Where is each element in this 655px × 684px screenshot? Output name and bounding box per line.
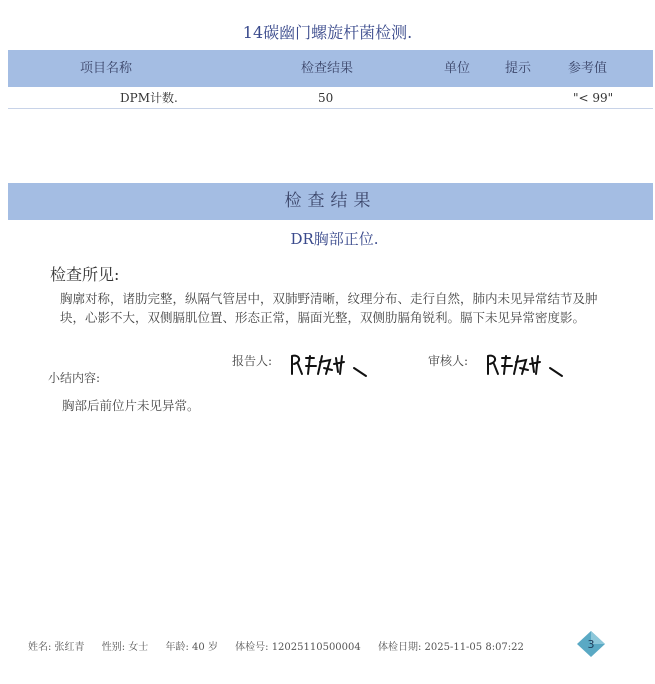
footer	[28, 638, 538, 653]
conclusion-text: 胸部后前位片未见异常。	[62, 398, 200, 413]
col-result: 检查结果	[301, 61, 354, 76]
row-item-name: DPM计数.	[120, 91, 178, 105]
footer-exam-date: 体检日期: 2025-11-05 8:07:22	[377, 642, 524, 653]
row-result: 50	[318, 91, 334, 105]
reporter-signature	[288, 352, 374, 378]
footer-name: 姓名: 张红青	[28, 642, 85, 653]
section-banner: 检查结果	[8, 183, 653, 220]
col-unit: 单位	[444, 61, 471, 76]
exam-title: DR胸部正位.	[290, 230, 379, 248]
col-item-name: 项目名称	[80, 61, 133, 76]
reviewer-signature	[484, 352, 570, 378]
page-number-badge	[576, 630, 606, 658]
findings-label: 检查所见:	[50, 265, 120, 284]
col-hint: 提示	[505, 61, 532, 76]
conclusion-label: 小结内容:	[48, 371, 101, 385]
findings-text: 胸廓对称，诸肋完整，纵隔气管居中，双肺野清晰，纹理分布、走行自然，肺内未见异常结节及肿块，心影不大，双侧膈肌位置、形态正常，膈面光整，双侧肋膈角锐利。膈下未见异常密度影。	[60, 291, 598, 325]
page-number: 3	[587, 638, 595, 651]
row-reference: "< 99"	[573, 91, 614, 105]
test-title: 14碳幽门螺旋杆菌检测.	[242, 23, 413, 42]
footer-exam-no: 体检号: 12025110500004	[235, 642, 361, 653]
table-header	[8, 50, 653, 87]
table-row	[8, 88, 653, 109]
reviewer-label: 审核人:	[428, 354, 469, 368]
reporter-label: 报告人:	[232, 354, 273, 368]
col-reference: 参考值	[568, 61, 608, 76]
footer-gender: 性别: 女士	[101, 642, 149, 653]
footer-age: 年龄: 40 岁	[165, 642, 218, 653]
